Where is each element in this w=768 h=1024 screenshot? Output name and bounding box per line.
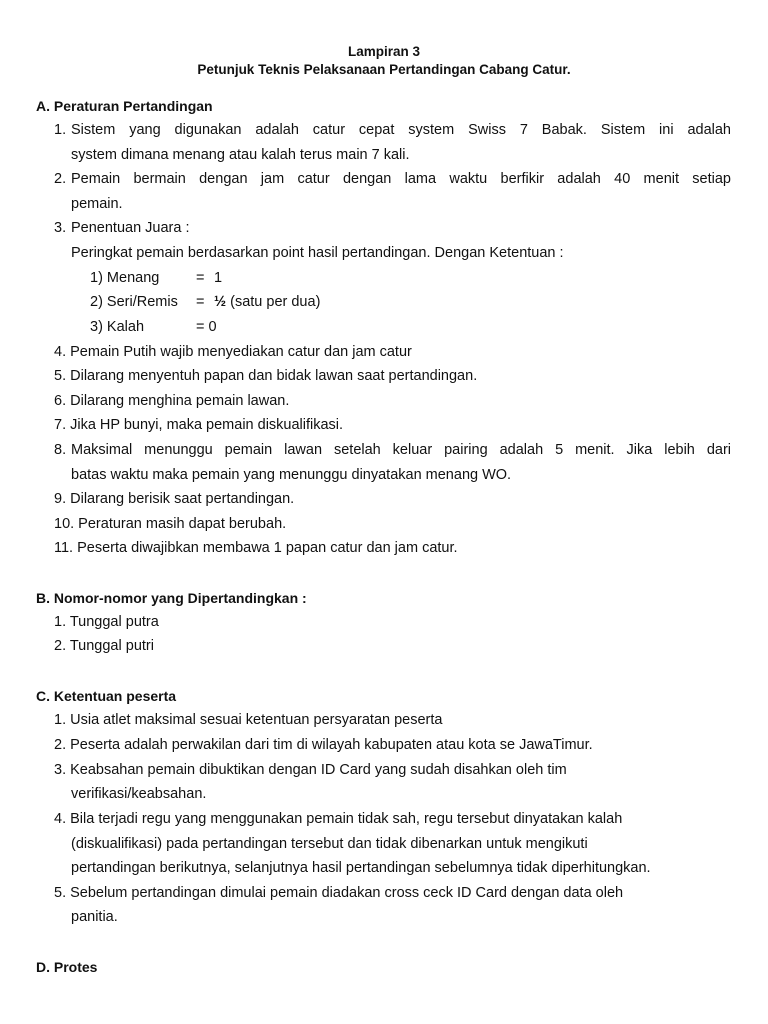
section-c-heading: C. Ketentuan peserta xyxy=(36,688,177,704)
rule-5: 5. Dilarang menyentuh papan dan bidak lawan saat pertandingan. xyxy=(54,368,478,384)
rule-8-line-1: Maksimal menunggu pemain lawan setelah keluar pairing adalah 5 menit. Jika lebih dari xyxy=(71,442,731,458)
list-number: 3. xyxy=(54,220,67,236)
rule-2-line-2: pemain. xyxy=(71,196,123,212)
participant-rule-4-line-1: 4. Bila terjadi regu yang menggunakan pemain tidak sah, regu tersebut dinyatakan kalah xyxy=(54,811,623,827)
section-b-heading: B. Nomor-nomor yang Dipertandingkan : xyxy=(36,590,307,606)
scoring-value: 1 xyxy=(214,270,223,286)
section-a-heading: A. Peraturan Pertandingan xyxy=(36,98,213,114)
list-number: 1. xyxy=(54,122,67,138)
rule-10: 10. Peraturan masih dapat berubah. xyxy=(54,516,287,532)
participant-rule-2: 2. Peserta adalah perwakilan dari tim di wilayah kabupaten atau kota se JawaTimur. xyxy=(54,737,593,753)
list-number: 2. xyxy=(54,171,67,187)
scoring-row-draw xyxy=(90,292,320,312)
scoring-label: 1) Menang xyxy=(90,270,160,286)
scoring-label: 2) Seri/Remis xyxy=(90,294,178,310)
scoring-value: (satu per dua) xyxy=(226,294,321,310)
scoring-half-fraction: ½ xyxy=(214,294,227,310)
rule-2-line-1: Pemain bermain dengan jam catur dengan lama waktu berfikir adalah 40 menit setiap xyxy=(71,171,731,187)
rule-7: 7. Jika HP bunyi, maka pemain diskualifikasi. xyxy=(54,417,344,433)
section-d-heading: D. Protes xyxy=(36,959,98,975)
document-subtitle: Petunjuk Teknis Pelaksanaan Pertandingan Cabang Catur. xyxy=(197,62,571,77)
participant-rule-3-line-1: 3. Keabsahan pemain dibuktikan dengan ID Card yang sudah disahkan oleh tim xyxy=(54,762,567,778)
scoring-label: 3) Kalah xyxy=(90,319,145,335)
rule-4: 4. Pemain Putih wajib menyediakan catur dan jam catur xyxy=(54,344,412,360)
scoring-value: = 0 xyxy=(196,319,217,335)
scoring-equals: = xyxy=(196,294,205,310)
rule-1-line-2: system dimana menang atau kalah terus main 7 kali. xyxy=(71,147,410,163)
scoring-row-win xyxy=(90,268,222,288)
event-1: 1. Tunggal putra xyxy=(54,614,159,630)
rule-3-line-1: Penentuan Juara : xyxy=(71,220,190,236)
event-2: 2. Tunggal putri xyxy=(54,638,154,654)
rule-11: 11. Peserta diwajibkan membawa 1 papan catur dan jam catur. xyxy=(54,540,458,556)
participant-rule-5-line-1: 5. Sebelum pertandingan dimulai pemain diadakan cross ceck ID Card dengan data oleh xyxy=(54,885,624,901)
scoring-equals: = xyxy=(196,270,205,286)
rule-9: 9. Dilarang berisik saat pertandingan. xyxy=(54,491,295,507)
rule-6: 6. Dilarang menghina pemain lawan. xyxy=(54,393,290,409)
document-title: Lampiran 3 xyxy=(347,44,421,59)
participant-rule-5-line-2: panitia. xyxy=(71,909,118,925)
scoring-row-loss xyxy=(90,317,217,337)
participant-rule-1: 1. Usia atlet maksimal sesuai ketentuan persyaratan peserta xyxy=(54,712,443,728)
rule-8-line-2: batas waktu maka pemain yang menunggu dinyatakan menang WO. xyxy=(71,467,512,483)
rule-1-line-1: Sistem yang digunakan adalah catur cepat system Swiss 7 Babak. Sistem ini adalah xyxy=(71,122,731,138)
participant-rule-4-line-3: pertandingan berikutnya, selanjutnya hasil pertandingan sebelumnya tidak diperhitungkan. xyxy=(71,860,651,876)
participant-rule-3-line-2: verifikasi/keabsahan. xyxy=(71,786,207,802)
participant-rule-4-line-2: (diskualifikasi) pada pertandingan tersebut dan tidak dibenarkan untuk mengikuti xyxy=(71,836,588,852)
list-number: 8. xyxy=(54,442,67,458)
rule-3-line-2: Peringkat pemain berdasarkan point hasil pertandingan. Dengan Ketentuan : xyxy=(71,245,564,261)
